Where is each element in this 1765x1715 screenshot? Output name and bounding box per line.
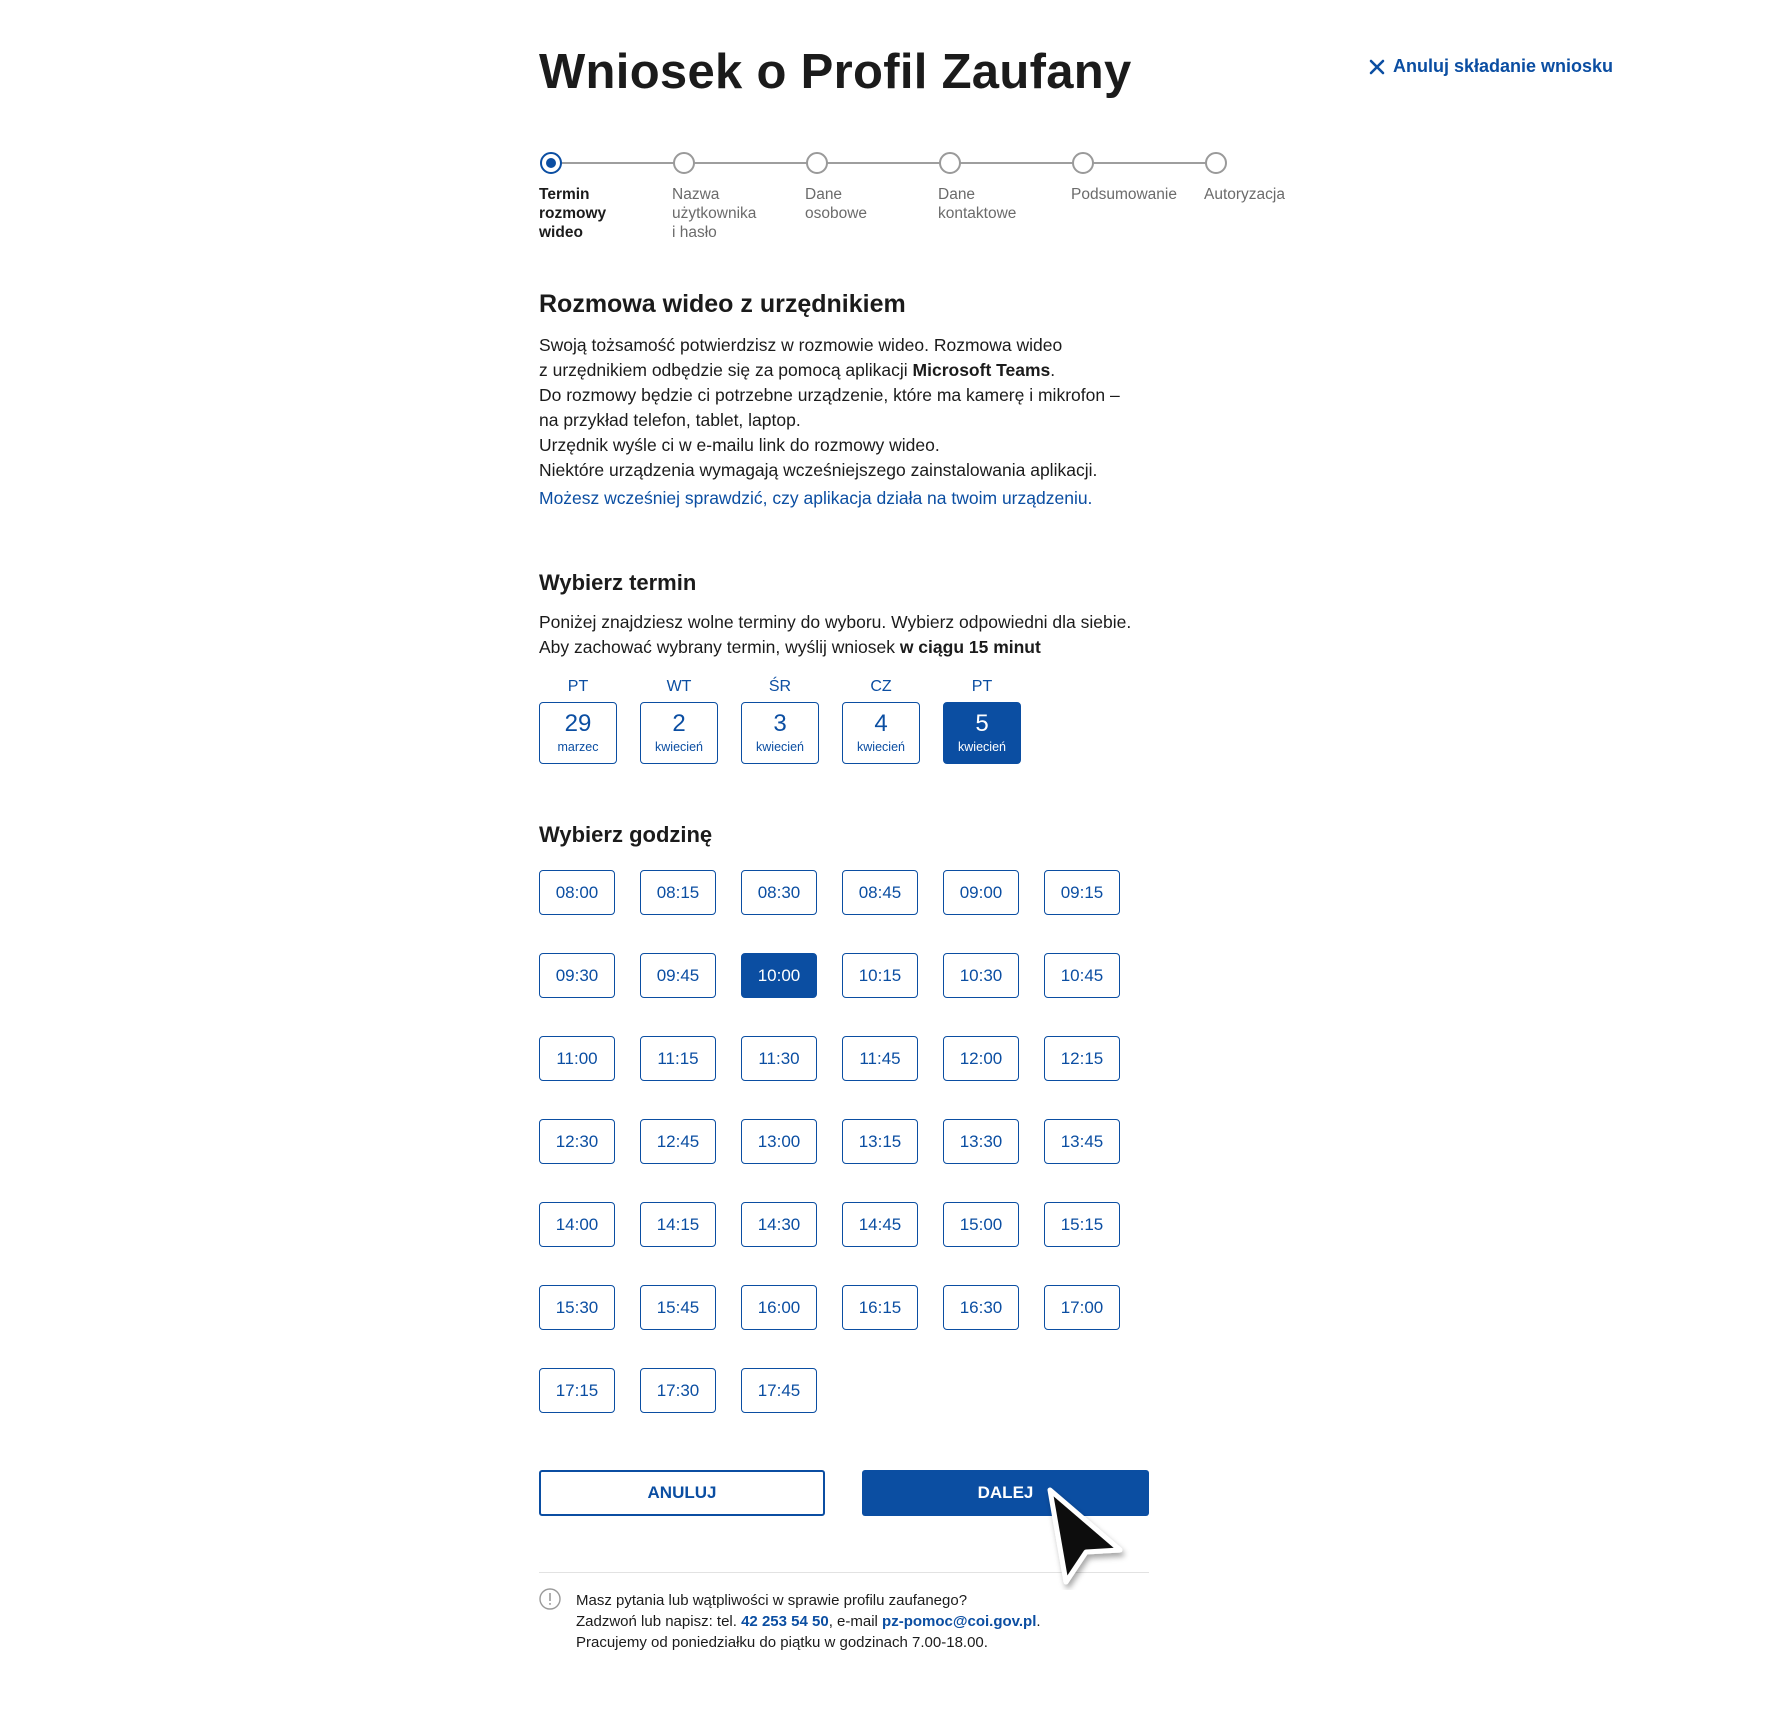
time-slot-button[interactable]: 08:30 bbox=[741, 870, 817, 915]
time-slot-button[interactable]: 09:45 bbox=[640, 953, 716, 998]
email-link[interactable]: pz-pomoc@coi.gov.pl bbox=[882, 1613, 1037, 1630]
cancel-application-label: Anuluj składanie wniosku bbox=[1393, 56, 1614, 76]
time-slot-button[interactable]: 17:30 bbox=[640, 1368, 716, 1413]
date-day-number: 3 bbox=[773, 710, 787, 737]
time-slot-button[interactable]: 09:00 bbox=[943, 870, 1019, 915]
stepper-track bbox=[551, 162, 1217, 164]
time-slot-button[interactable]: 11:30 bbox=[741, 1036, 817, 1081]
time-slot-button[interactable]: 12:45 bbox=[640, 1119, 716, 1164]
day-weekday-label: PT bbox=[567, 678, 589, 695]
time-slot-button[interactable]: 17:45 bbox=[741, 1368, 817, 1413]
time-slot-button[interactable]: 13:00 bbox=[741, 1119, 817, 1164]
time-slot-button[interactable]: 11:00 bbox=[539, 1036, 615, 1081]
time-slot-button[interactable]: 12:00 bbox=[943, 1036, 1019, 1081]
date-option[interactable] bbox=[640, 702, 718, 764]
time-slot-button[interactable]: 13:45 bbox=[1044, 1119, 1120, 1164]
date-option[interactable] bbox=[943, 702, 1021, 764]
step-marker-1 bbox=[540, 152, 562, 174]
day-weekday-label: WT bbox=[666, 678, 692, 695]
section-heading-choose-date: Wybierz termin bbox=[539, 570, 697, 595]
step-label-4: Dane kontaktowe bbox=[938, 186, 1017, 222]
time-slot-button[interactable]: 10:45 bbox=[1044, 953, 1120, 998]
time-slot-button[interactable]: 08:45 bbox=[842, 870, 918, 915]
time-slot-button[interactable]: 13:15 bbox=[842, 1119, 918, 1164]
time-slot-button[interactable]: 15:15 bbox=[1044, 1202, 1120, 1247]
date-option[interactable] bbox=[842, 702, 920, 764]
date-option[interactable] bbox=[741, 702, 819, 764]
date-month-label: kwiecień bbox=[756, 740, 804, 754]
step-label-2: Nazwa użytkownika i hasło bbox=[672, 186, 757, 241]
time-slot-button[interactable]: 11:15 bbox=[640, 1036, 716, 1081]
page-title: Wniosek o Profil Zaufany bbox=[539, 45, 1132, 99]
time-slot-button[interactable]: 10:30 bbox=[943, 953, 1019, 998]
step-marker-2 bbox=[673, 152, 695, 174]
intro-text: Swoją tożsamość potwierdzisz w rozmowie wideo. Rozmowa wideo z urzędnikiem odbędzie się za pomocą aplikacji Microsoft Teams. Do rozmowy będzie ci potrzebne urządzenie, które ma kamerę i mikrofon – na przykład telefon, tablet, laptop. Urzędnik wyśle ci w e-mailu link do rozmowy wideo. Niektóre urządzenia wymagają wcześniejszego zainstalowania aplikacji. bbox=[539, 335, 1120, 480]
info-icon bbox=[539, 1588, 561, 1610]
section-heading-video-call: Rozmowa wideo z urzędnikiem bbox=[539, 290, 906, 318]
date-day-number: 5 bbox=[975, 710, 989, 737]
step-marker-3 bbox=[806, 152, 828, 174]
day-weekday-label: PT bbox=[971, 678, 993, 695]
step-label-1: Termin rozmowy wideo bbox=[539, 186, 607, 241]
time-slot-button[interactable]: 15:30 bbox=[539, 1285, 615, 1330]
time-slot-button[interactable]: 15:45 bbox=[640, 1285, 716, 1330]
date-instructions: Poniżej znajdziesz wolne terminy do wyboru. Wybierz odpowiedni dla siebie. Aby zachować wybrany termin, wyślij wniosek w ciągu 15 minut bbox=[539, 612, 1132, 657]
section-heading-choose-time: Wybierz godzinę bbox=[539, 822, 713, 847]
time-slot-button[interactable]: 17:00 bbox=[1044, 1285, 1120, 1330]
time-slot-button[interactable]: 11:45 bbox=[842, 1036, 918, 1081]
step-marker-4 bbox=[939, 152, 961, 174]
date-day-number: 2 bbox=[672, 710, 686, 737]
time-slot-button[interactable]: 12:30 bbox=[539, 1119, 615, 1164]
step-label-3: Dane osobowe bbox=[805, 186, 868, 222]
next-button[interactable]: DALEJ bbox=[862, 1470, 1149, 1516]
date-month-label: kwiecień bbox=[857, 740, 905, 754]
time-slot-button[interactable]: 08:00 bbox=[539, 870, 615, 915]
date-month-label: kwiecień bbox=[655, 740, 703, 754]
time-slot-button[interactable]: 08:15 bbox=[640, 870, 716, 915]
time-slot-button[interactable]: 16:00 bbox=[741, 1285, 817, 1330]
time-slot-button[interactable]: 16:30 bbox=[943, 1285, 1019, 1330]
cancel-application-link[interactable] bbox=[1369, 56, 1613, 77]
day-weekday-label: CZ bbox=[870, 678, 892, 695]
time-slot-button[interactable]: 14:15 bbox=[640, 1202, 716, 1247]
date-month-label: kwiecień bbox=[958, 740, 1006, 754]
date-month-label: marzec bbox=[557, 740, 599, 754]
date-day-number: 29 bbox=[564, 710, 592, 737]
cancel-button[interactable]: ANULUJ bbox=[539, 1470, 825, 1516]
step-label-5: Podsumowanie bbox=[1071, 186, 1177, 203]
help-contact: Masz pytania lub wątpliwości w sprawie profilu zaufanego? Zadzwoń lub napisz: tel. 42 253 54 50, e-mail pz-pomoc@coi.gov.pl. Pracujemy od poniedziałku do piątku w godzinach 7.00-18.00. bbox=[576, 1592, 1041, 1651]
time-slot-button[interactable]: 10:00 bbox=[741, 953, 817, 998]
check-app-link[interactable]: Możesz wcześniej sprawdzić, czy aplikacja działa na twoim urządzeniu. bbox=[539, 488, 1093, 508]
step-label-6: Autoryzacja bbox=[1204, 186, 1285, 203]
time-slot-button[interactable]: 10:15 bbox=[842, 953, 918, 998]
date-option[interactable] bbox=[539, 702, 617, 764]
mouse-cursor-icon bbox=[1042, 1482, 1130, 1590]
time-slot-button[interactable]: 17:15 bbox=[539, 1368, 615, 1413]
time-slot-button[interactable]: 15:00 bbox=[943, 1202, 1019, 1247]
step-marker-5 bbox=[1072, 152, 1094, 174]
time-slot-button[interactable]: 14:45 bbox=[842, 1202, 918, 1247]
date-day-number: 4 bbox=[874, 710, 888, 737]
time-slot-button[interactable]: 14:00 bbox=[539, 1202, 615, 1247]
time-slot-button[interactable]: 13:30 bbox=[943, 1119, 1019, 1164]
time-slot-button[interactable]: 16:15 bbox=[842, 1285, 918, 1330]
time-slot-button[interactable]: 09:15 bbox=[1044, 870, 1120, 915]
time-slot-button[interactable]: 14:30 bbox=[741, 1202, 817, 1247]
phone-number[interactable]: 42 253 54 50 bbox=[741, 1613, 829, 1630]
day-weekday-label: ŚR bbox=[768, 678, 792, 695]
step-marker-6 bbox=[1205, 152, 1227, 174]
close-icon bbox=[1369, 59, 1385, 75]
time-slot-button[interactable]: 09:30 bbox=[539, 953, 615, 998]
time-slot-button[interactable]: 12:15 bbox=[1044, 1036, 1120, 1081]
